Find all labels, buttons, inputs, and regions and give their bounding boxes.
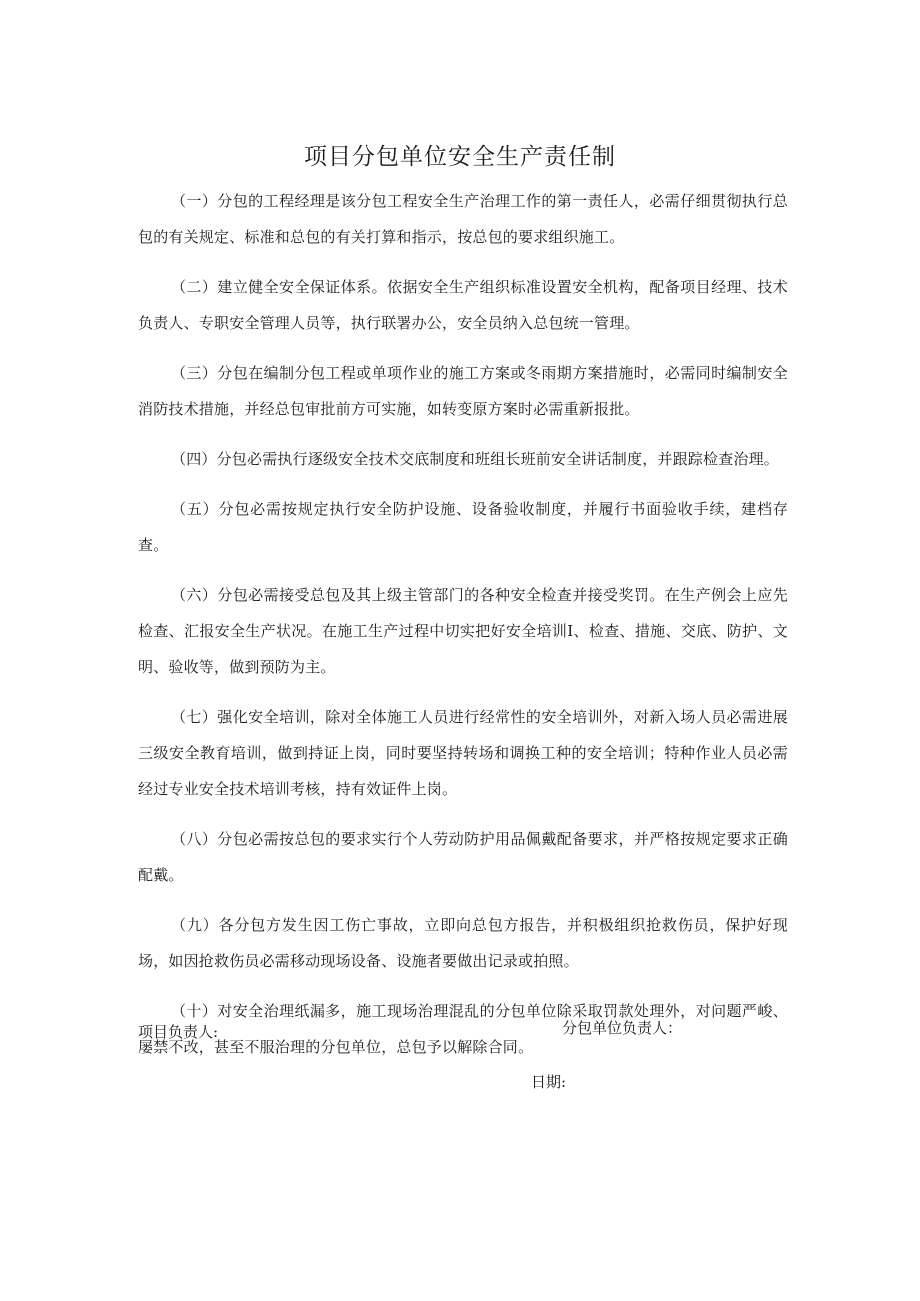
document-title: 项目分包单位安全生产责任制 (304, 144, 616, 170)
project-lead-signature-label: 项目负责人: (138, 1023, 219, 1041)
clause-1: （一）分包的工程经理是该分包工程安全生产治理工作的第一责任人，必需仔细贯彻执行总包的有关规定、标准和总包的有关打算和指示，按总包的要求组织施工。 (138, 192, 788, 246)
clause-6: （六）分包必需接受总包及其上级主管部门的各种安全检查并接受奖罚。在生产例会上应先检查、汇报安全生产状况。在施工生产过程中切实把好安全培训Ⅰ、检查、措施、交底、防护、文明、验收等，做到预防为主。 (138, 586, 788, 676)
document-body (138, 183, 788, 1079)
clause-10: （十）对安全治理纸漏多，施工现场治理混乱的分包单位除采取罚款处理外，对问题严峻、屡禁不改，甚至不服治理的分包单位，总包予以解除合同。 (138, 1002, 788, 1056)
clause-5: （五）分包必需按规定执行安全防护设施、设备验收制度，并履行书面验收手续，建档存查。 (138, 500, 788, 554)
clause-2: （二）建立健全安全保证体系。依据安全生产组织标准设置安全机构，配备项目经理、技术负责人、专职安全管理人员等，执行联署办公，安全员纳入总包统一管理。 (138, 278, 788, 332)
clause-7: （七）强化安全培训，除对全体施工人员进行经常性的安全培训外，对新入场人员必需进展三级安全教育培训，做到持证上岗，同时要坚持转场和调换工种的安全培训；特种作业人员必需经过专业安全技术培训考核，持有效证件上岗。 (138, 708, 788, 798)
date-label: 日期: (531, 1073, 567, 1091)
clause-8: （八）分包必需按总包的要求实行个人劳动防护用品佩戴配备要求，并严格按规定要求正确配戴。 (138, 830, 788, 884)
subcontractor-lead-signature-label: 分包单位负责人： (562, 1019, 683, 1037)
clause-4: （四）分包必需执行逐级安全技术交底制度和班组长班前安全讲话制度，并跟踪检查治理。 (171, 450, 780, 468)
clause-3: （三）分包在编制分包工程或单项作业的施工方案或冬雨期方案措施时，必需同时编制安全消防技术措施，并经总包审批前方可实施，如转变原方案时必需重新报批。 (138, 364, 788, 418)
clause-9: （九）各分包方发生因工伤亡事故，立即向总包方报告，并积极组织抢救伤员，保护好现场，如因抢救伤员必需移动现场设备、设施者要做出记录或拍照。 (138, 916, 788, 970)
